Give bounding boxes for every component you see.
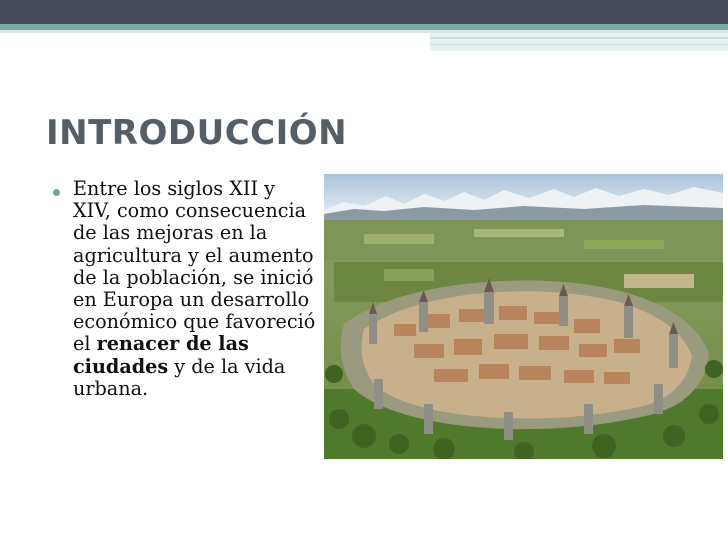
slide-title: INTRODUCCIÓN [46,113,348,153]
bullet-text-bold: renacer de las ciudades [73,332,249,378]
walled-city-photo [324,174,723,459]
bullet-text [73,178,318,400]
accent-stripe-decor [430,33,728,51]
bullet-marker [53,189,60,196]
bullet-text-start: Entre los siglos XII y XIV, como consecuencia de las mejoras en la agricultura y el aumento de la población, se inició en Europa un desarrollo económico que favoreció el [73,177,316,356]
bullet-text-end: y de la vida urbana. [73,354,286,400]
top-bar [0,0,728,24]
